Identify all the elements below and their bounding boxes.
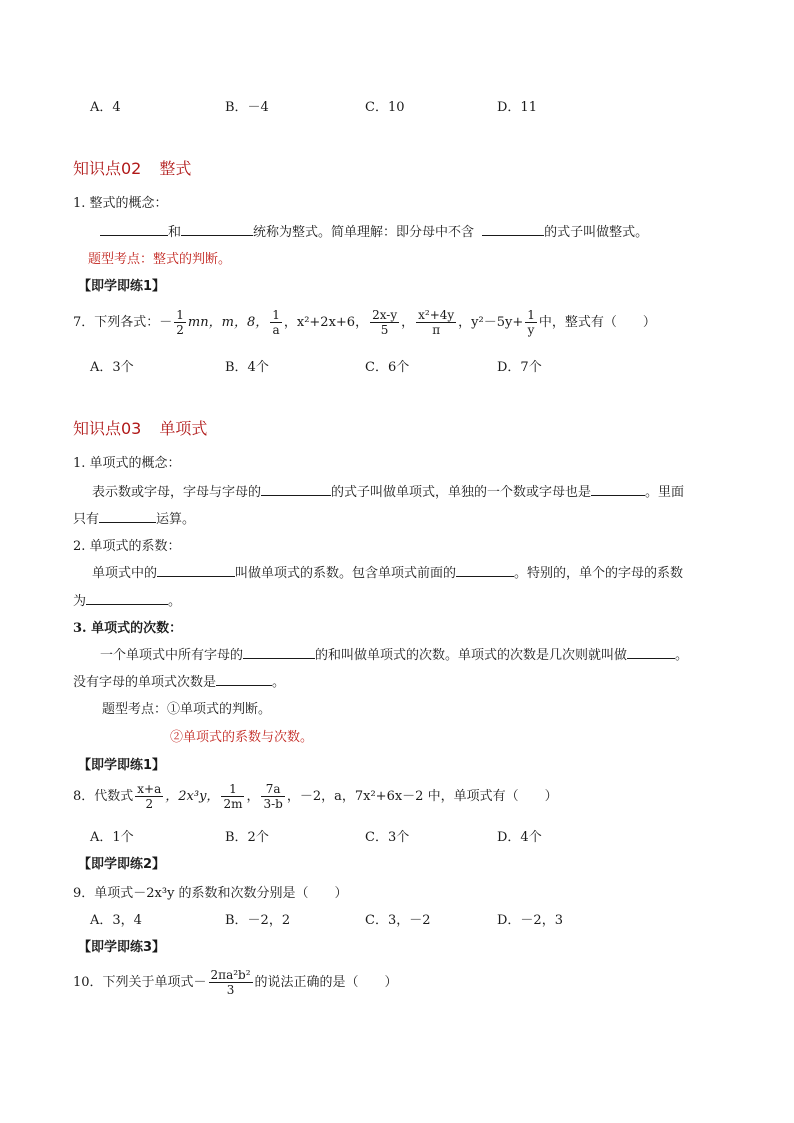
text: 7．下列各式：－	[73, 315, 173, 330]
blank	[261, 483, 331, 496]
choice-b: B．－2，2	[225, 913, 291, 928]
concept-sentence	[100, 221, 648, 240]
practice-label: 【即学即练3】	[78, 940, 166, 955]
fraction: $\frac{x+a}{2}$	[137, 782, 162, 811]
concept-2-text: 单项式中的 叫做单项式的系数。包含单项式前面的 。特别的，单个的字母的系数	[92, 566, 684, 581]
fraction: $\frac{1}{2}$	[176, 308, 184, 337]
text: 中，整式有（ ）	[538, 315, 656, 330]
section-code: 知识点02	[73, 159, 142, 178]
text: ，－2，a，7x²+6x－2 中，单项式有（ ）	[286, 789, 558, 804]
question-9: 9．单项式－2x³y 的系数和次数分别是（ ）	[73, 886, 348, 901]
text: 的式子叫做整式。	[544, 225, 649, 240]
fraction: $\frac{\text{2πa²b²}}{3}$	[210, 968, 251, 997]
concept-2-text-cont: 为 。	[73, 594, 182, 609]
text: 8．代数式	[73, 789, 134, 804]
blank	[456, 564, 514, 577]
text: ，	[246, 789, 260, 804]
exam-point-2: ②单项式的系数与次数。	[170, 730, 314, 745]
choice-a: A．3个	[90, 360, 134, 375]
text: ，x²+2x+6，	[283, 315, 369, 330]
fraction: $\frac{\text{x²+4y}}{\pi}$	[418, 308, 455, 337]
section-title: 单项式	[159, 419, 208, 438]
choice-c: C．3个	[365, 830, 410, 845]
blank	[100, 223, 168, 236]
text: 和	[168, 225, 182, 240]
text: 的说法正确的是（ ）	[254, 975, 398, 990]
concept-3-text: 一个单项式中所有字母的 的和叫做单项式的次数。单项式的次数是几次则就叫做 。	[100, 648, 689, 663]
choice-d: D．7个	[497, 360, 542, 375]
question-10	[73, 968, 398, 997]
fraction: $\frac{7a}{3-b}$	[263, 782, 283, 811]
concept-3-label: 3. 单项式的次数：	[73, 621, 183, 636]
blank	[157, 564, 235, 577]
choice-d: D．4个	[497, 830, 542, 845]
concept-2-label: 2. 单项式的系数：	[73, 539, 181, 554]
concept-1-label: 1. 单项式的概念：	[73, 456, 181, 471]
concept-label: 1. 整式的概念：	[73, 196, 168, 211]
blank	[181, 223, 253, 236]
choice-a: A．1个	[90, 830, 134, 845]
choice-b: B．－4	[225, 100, 269, 115]
exam-point-1: 题型考点：①单项式的判断。	[102, 702, 272, 717]
practice-label: 【即学即练1】	[78, 758, 166, 773]
blank	[482, 223, 544, 236]
blank	[86, 592, 168, 605]
text: ，	[401, 315, 415, 330]
section-heading-02	[73, 156, 191, 179]
blank	[591, 483, 645, 496]
blank	[99, 510, 156, 523]
question-8	[73, 782, 558, 811]
section-title: 整式	[159, 159, 192, 178]
blank	[627, 646, 675, 659]
fraction: $\frac{2x-y}{5}$	[372, 308, 398, 337]
concept-3-text-cont: 没有字母的单项式次数是 。	[73, 675, 286, 690]
text: ，2x³y，	[165, 789, 220, 804]
text: ，y²－5y+	[458, 315, 524, 330]
text: mn，m，8，	[187, 315, 269, 330]
fraction: $\frac{1}{2m}$	[223, 782, 243, 811]
concept-1-text: 表示数或字母，字母与字母的 的式子叫做单项式，单独的一个数或字母也是 。里面	[92, 485, 685, 500]
concept-1-text-cont: 只有 运算。	[73, 512, 196, 527]
choice-d: D．－2，3	[497, 913, 563, 928]
choice-b: B．2个	[225, 830, 269, 845]
blank	[243, 646, 315, 659]
exam-point: 题型考点：整式的判断。	[88, 252, 232, 267]
choice-c: C．3，－2	[365, 913, 431, 928]
choice-a: A．3，4	[90, 913, 142, 928]
choice-b: B．4个	[225, 360, 269, 375]
practice-label: 【即学即练2】	[78, 857, 166, 872]
choice-a: A．4	[90, 100, 121, 115]
text: 统称为整式。简单理解：即分母中不含	[253, 225, 475, 240]
choice-d: D．11	[497, 100, 537, 115]
blank	[216, 673, 272, 686]
practice-label: 【即学即练1】	[78, 279, 166, 294]
fraction: $\frac{1}{a}$	[272, 308, 280, 337]
question-7	[73, 308, 656, 337]
fraction: $\frac{1}{y}$	[527, 308, 535, 337]
section-code: 知识点03	[73, 419, 142, 438]
choice-c: C．6个	[365, 360, 410, 375]
choice-c: C．10	[365, 100, 405, 115]
text: 10．下列关于单项式－	[73, 975, 207, 990]
section-heading-03	[73, 416, 207, 439]
